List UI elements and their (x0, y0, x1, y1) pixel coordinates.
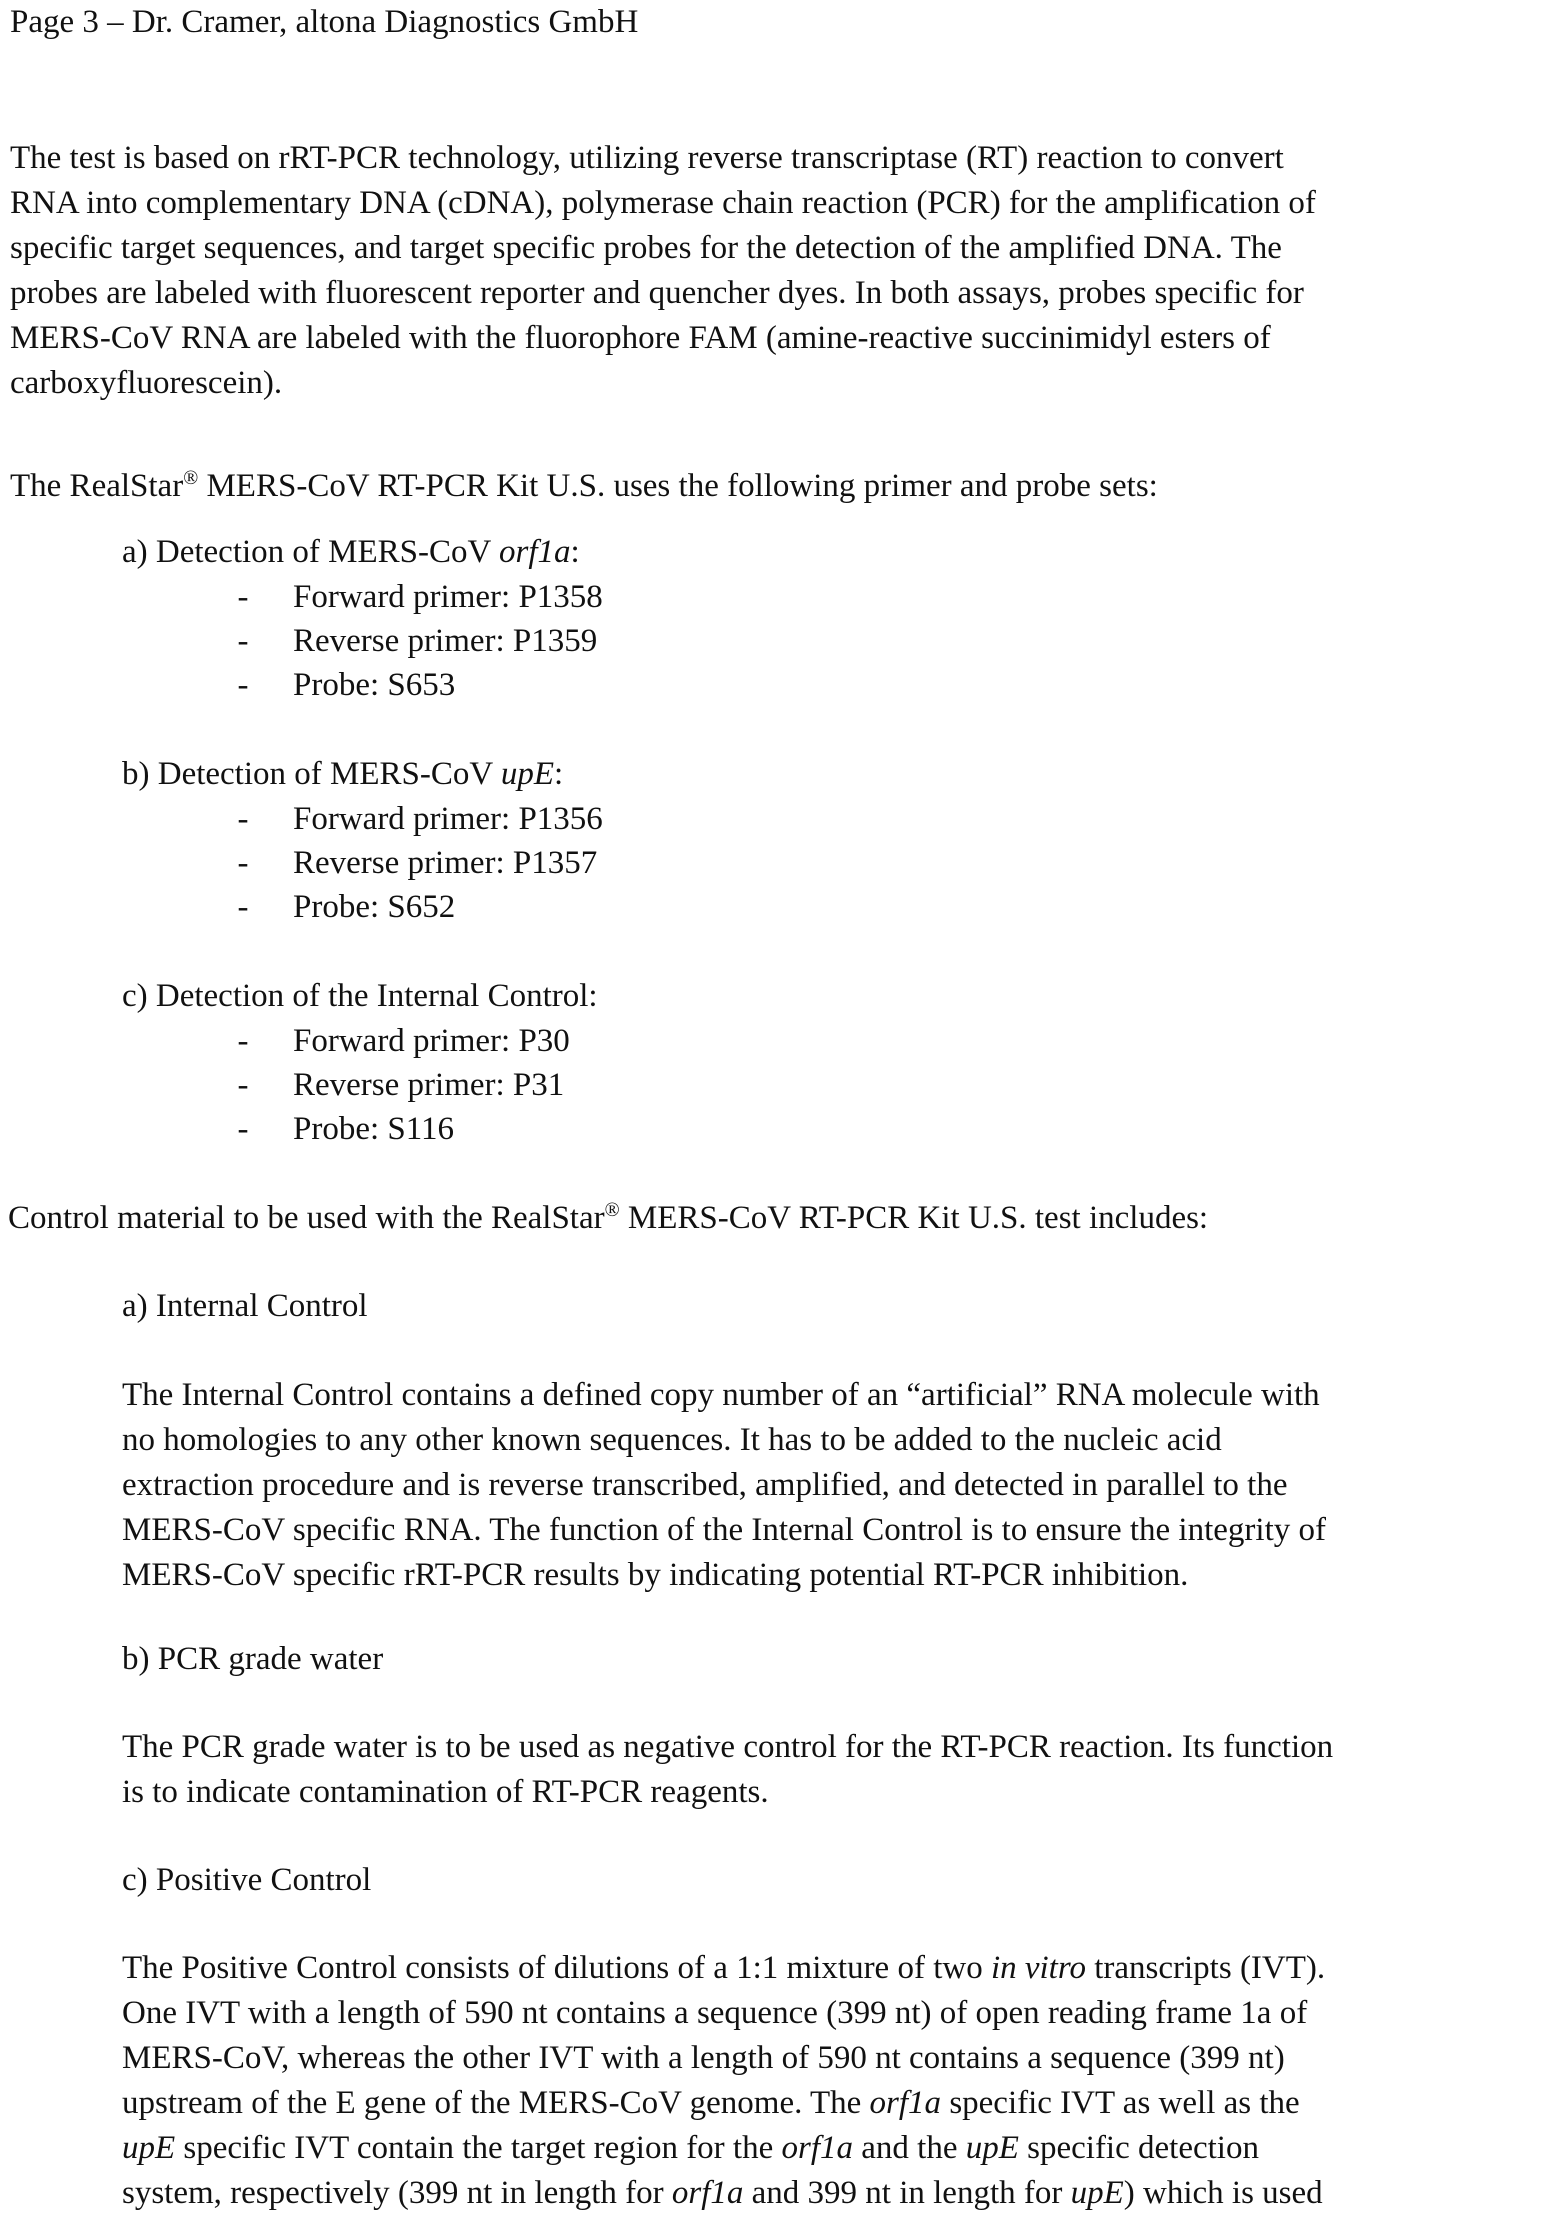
intro-line: specific target sequences, and target specific probes for the detection of the amplified DNA. The (10, 230, 1282, 266)
heading-text: c) Detection of the Internal Control: (122, 978, 598, 1014)
positive-control-heading: c) Positive Control (122, 1862, 372, 1898)
paragraph-line: extraction procedure and is reverse transcribed, amplified, and detected in parallel to the (122, 1467, 1288, 1503)
intro-paragraph (10, 136, 1316, 406)
dash: - (237, 623, 249, 659)
primer-item-text: Reverse primer: P1357 (293, 845, 598, 881)
primer-item-text: Reverse primer: P31 (293, 1067, 565, 1103)
paragraph-line: upstream of the E gene of the MERS-CoV genome. The orf1a specific IVT as well as the (122, 2085, 1300, 2121)
dash: - (237, 1023, 249, 1059)
dash: - (237, 1111, 249, 1147)
heading-text: a) Detection of MERS-CoV (122, 534, 500, 570)
dash: - (237, 579, 249, 615)
heading-target: orf1a (499, 534, 571, 570)
intro-line: RNA into complementary DNA (cDNA), polymerase chain reaction (PCR) for the amplification of (10, 185, 1316, 221)
registered-mark: ® (604, 1199, 620, 1221)
water-control-paragraph (122, 1725, 1333, 1815)
primer-item-text: Forward primer: P30 (293, 1023, 570, 1059)
dash: - (237, 889, 249, 925)
internal-control-heading: a) Internal Control (122, 1288, 368, 1324)
paragraph-line: no homologies to any other known sequences. It has to be added to the nucleic acid (122, 1422, 1222, 1458)
heading-text: b) Detection of MERS-CoV (122, 756, 501, 792)
kit-sentence-post: MERS-CoV RT-PCR Kit U.S. uses the following primer and probe sets: (198, 468, 1158, 504)
primer-item-text: Probe: S653 (293, 667, 456, 703)
registered-mark: ® (183, 467, 199, 489)
kit-sentence (10, 464, 1158, 509)
primer-set-heading-b (122, 752, 563, 797)
paragraph-line: MERS-CoV specific rRT-PCR results by indicating potential RT-PCR inhibition. (122, 1557, 1189, 1593)
intro-line: probes are labeled with fluorescent reporter and quencher dyes. In both assays, probes specific for (10, 275, 1304, 311)
intro-line: carboxyfluorescein). (10, 365, 283, 401)
internal-control-paragraph (122, 1373, 1326, 1598)
paragraph-line: The Internal Control contains a defined copy number of an “artificial” RNA molecule with (122, 1377, 1320, 1413)
primer-item-text: Probe: S652 (293, 889, 456, 925)
paragraph-line: The PCR grade water is to be used as negative control for the RT-PCR reaction. Its function (122, 1729, 1334, 1765)
paragraph-line: MERS-CoV specific RNA. The function of the Internal Control is to ensure the integrity of (122, 1512, 1326, 1548)
primer-item-text: Reverse primer: P1359 (293, 623, 598, 659)
primer-item-text: Forward primer: P1358 (293, 579, 603, 615)
paragraph-line: is to indicate contamination of RT-PCR reagents. (122, 1774, 769, 1810)
water-control-heading: b) PCR grade water (122, 1641, 384, 1677)
paragraph-line: MERS-CoV, whereas the other IVT with a length of 590 nt contains a sequence (399 nt) (122, 2040, 1285, 2076)
heading-colon: : (554, 756, 564, 792)
dash: - (237, 801, 249, 837)
positive-control-paragraph (122, 1946, 1325, 2216)
paragraph-line: system, respectively (399 nt in length for orf1a and 399 nt in length for upE) which is used (122, 2175, 1323, 2211)
paragraph-line: upE specific IVT contain the target region for the orf1a and the upE specific detection (122, 2130, 1259, 2166)
kit-sentence-pre: The RealStar (10, 468, 184, 504)
page-header: Page 3 – Dr. Cramer, altona Diagnostics GmbH (10, 4, 639, 40)
intro-line: The test is based on rRT-PCR technology, utilizing reverse transcriptase (RT) reaction to convert (10, 140, 1284, 176)
control-sentence-pre: Control material to be used with the RealStar (8, 1200, 605, 1236)
primer-item-text: Forward primer: P1356 (293, 801, 603, 837)
paragraph-line: One IVT with a length of 590 nt contains a sequence (399 nt) of open reading frame 1a of (122, 1995, 1308, 2031)
heading-colon: : (570, 534, 580, 570)
primer-set-heading-c (122, 974, 598, 1019)
dash: - (237, 1067, 249, 1103)
heading-target: upE (500, 756, 555, 792)
intro-line: MERS-CoV RNA are labeled with the fluorophore FAM (amine-reactive succinimidyl esters of (10, 320, 1271, 356)
dash: - (237, 667, 249, 703)
control-sentence (8, 1196, 1208, 1241)
control-sentence-post: MERS-CoV RT-PCR Kit U.S. test includes: (619, 1200, 1209, 1236)
dash: - (237, 845, 249, 881)
primer-set-heading-a (122, 530, 580, 575)
paragraph-line: The Positive Control consists of dilutions of a 1:1 mixture of two in vitro transcripts (IVT). (122, 1950, 1326, 1986)
primer-item-text: Probe: S116 (293, 1111, 455, 1147)
